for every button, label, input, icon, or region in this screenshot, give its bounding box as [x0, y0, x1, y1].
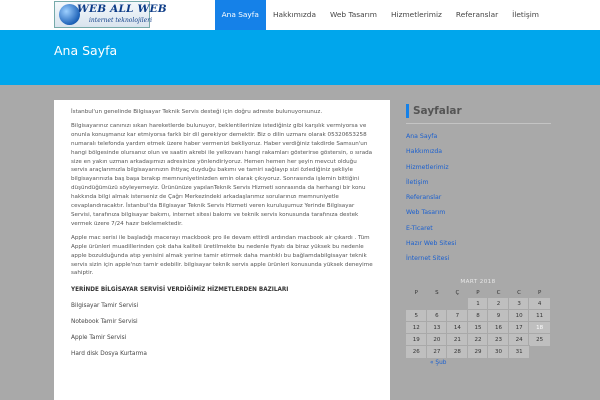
calendar-week-row — [406, 298, 550, 310]
sidebar-link-iletisim[interactable]: İletişim — [406, 178, 429, 186]
service-item: Apple Tamir Servisi — [71, 335, 127, 342]
logo-subtitle: internet teknolojileri — [89, 17, 152, 24]
calendar-day: 26 — [406, 346, 427, 358]
calendar-week-row — [406, 334, 550, 346]
calendar-day: 25 — [529, 334, 550, 346]
calendar-day: 7 — [447, 310, 468, 322]
calendar-day-empty — [447, 298, 468, 310]
main-nav — [215, 0, 546, 30]
sidebar-divider — [406, 123, 551, 124]
calendar-weekdays — [406, 288, 550, 298]
calendar-day: 15 — [468, 322, 489, 334]
calendar-day: 12 — [406, 322, 427, 334]
calendar-day-today: 18 — [529, 322, 550, 334]
weekday-label: P — [537, 290, 542, 296]
calendar-day-empty — [406, 298, 427, 310]
calendar-day: 31 — [509, 346, 530, 358]
body-paragraph: Bilgisayarınız canınızı sıkan hareketlerde bulunuyor, beklentilerinize istediğiniz gibi karşılık vermiyorsa ve onunla konuşmanız kar etmiyorsa farklı bir dil gerekiyor demektir. Biz o dilin uzmanı olarak 05320653258 numaralı telefonda yardım etmek üzere haber vermenizi bekliyoruz. Haber verdiğiniz takdirde Samsun'un hangi bölgesinde olursanız olun ve saatin akrebi ile yelkovanı hangi rakamları gösterirse göstersin, o sırada size en yakın uzman arkadaşımızı adresinize yönlendiriyoruz. Hemen hemen her şeyin mevcut olduğu servis araçlarımızla bilgisayarınızın ihtiyaç duyduğu bakımı ve tamiri sağlayıp sizi özlediğiniz şekliyle bilgisayarınızla baş başa bırakıp memnuniyetinizden emin olarak çıkıyoruz. Sonrasında işlemin bittiğini düşündüğümüzü söyleyemeyiz. Ürününüze yapılanTeknik Servis Hizmeti sonrasında da herhangi bir konu hakkında bilgi almak isterseniz de Çağrı Merkezindeki arkadaşlarımız sorularınızı memnuniyetle cevaplandıracaktır. İstanbul'da Bilgisayar Teknik Servis Hizmeti veren kuruluşumuz Yerinde Bilgisayar Servisi, tarafınıza bilgisayar bakımı, internet sitesi bakımı ve teknik servis konusunda tarafınıza destek vermek üzere 7/24 hazır beklemektedir. — [71, 122, 373, 227]
calendar-day: 23 — [488, 334, 509, 346]
logo-title: WEB ALL WEB — [77, 3, 167, 15]
sidebar-link-internet-sitesi[interactable]: İnternet Sitesi — [406, 255, 450, 263]
calendar-day: 19 — [406, 334, 427, 346]
calendar-day: 4 — [529, 298, 550, 310]
calendar-day-empty — [529, 346, 550, 358]
calendar-day: 1 — [468, 298, 489, 310]
calendar-grid — [406, 298, 550, 358]
sidebar-link-ana-sayfa[interactable]: Ana Sayfa — [406, 133, 438, 140]
calendar-week-row — [406, 322, 550, 334]
apple-paragraph: Apple mac serisi ile başladığı macerayı mackbook pro ile devam ettirdi ardından macbook air çıkardı . Tüm Apple ürünleri muadillerinden çok daha kaliteli üretilmekte bu nedenle fiyatı da biraz yüksek bu nedenle apple bozulduğunda atıp yenisini almak yerine tamir etirmek daha mantıklı bu bağlamdabilgisayar teknik servis sizin için apple'nızı tamir edebilir. bilgisayar teknik servis apple ürünleri konusunda yüksek deneyime sahiptir. — [71, 234, 373, 277]
sidebar-link-hizmetlerimiz[interactable]: Hizmetlerimiz — [406, 163, 449, 171]
weekday-label: S — [435, 290, 439, 296]
calendar-day-empty — [427, 298, 448, 310]
calendar-day: 29 — [468, 346, 489, 358]
calendar-day: 21 — [447, 334, 468, 346]
calendar-day: 28 — [447, 346, 468, 358]
services-heading: YERİNDE BİLGİSAYAR SERVİSİ VERDİĞİMİZ HİZMETLERDEN BAZILARI — [71, 287, 289, 294]
calendar-day: 27 — [427, 346, 448, 358]
calendar-day: 20 — [427, 334, 448, 346]
calendar-day: 30 — [488, 346, 509, 358]
calendar-prev-month-link[interactable]: « Şub — [430, 360, 447, 366]
page-banner — [0, 30, 600, 85]
calendar-widget — [406, 276, 550, 366]
calendar-day: 8 — [468, 310, 489, 322]
calendar-day: 9 — [488, 310, 509, 322]
calendar-day: 13 — [427, 322, 448, 334]
calendar-day: 3 — [509, 298, 530, 310]
main-content — [54, 100, 390, 400]
calendar-day: 6 — [427, 310, 448, 322]
service-item: Bilgisayar Tamir Servisi — [71, 303, 139, 310]
calendar-week-row — [406, 346, 550, 358]
service-item: Notebook Tamir Servisi — [71, 319, 138, 326]
nav-item-referanslar[interactable]: Referanslar — [455, 10, 499, 19]
weekday-label: C — [496, 290, 501, 296]
sidebar-link-referanslar[interactable]: Referanslar — [406, 194, 442, 202]
calendar-day: 14 — [447, 322, 468, 334]
calendar-day: 2 — [488, 298, 509, 310]
calendar-week-row — [406, 310, 550, 322]
weekday-label: P — [414, 290, 418, 296]
nav-item-hizmetlerimiz[interactable]: Hizmetlerimiz — [390, 10, 442, 19]
sidebar-link-e-ticaret[interactable]: E-Ticaret — [406, 224, 433, 232]
weekday-label: Ç — [455, 290, 460, 296]
sidebar-link-hakkimizda[interactable]: Hakkımızda — [406, 148, 443, 156]
calendar-day: 24 — [509, 334, 530, 346]
top-bar — [0, 0, 600, 30]
calendar-day: 10 — [509, 310, 530, 322]
sidebar-title: Sayfalar — [406, 104, 551, 118]
sidebar-links — [406, 129, 551, 267]
nav-item-ana-sayfa[interactable]: Ana Sayfa — [215, 0, 266, 30]
nav-item-web-tasarim[interactable]: Web Tasarım — [330, 10, 377, 19]
weekday-label: C — [517, 290, 522, 296]
calendar-month: MART 2018 — [460, 279, 496, 285]
nav-item-hakkimizda[interactable]: Hakkımızda — [272, 10, 316, 19]
weekday-label: P — [476, 290, 480, 296]
calendar-day: 11 — [529, 310, 550, 322]
calendar-day: 5 — [406, 310, 427, 322]
calendar-day: 22 — [468, 334, 489, 346]
sidebar — [406, 104, 551, 267]
nav-item-iletisim[interactable]: İletişim — [512, 10, 539, 19]
intro-paragraph: İstanbul'un genelinde Bilgisayar Teknik Servis desteği için doğru adreste bulunuyorsunuz. — [71, 109, 323, 115]
site-logo[interactable] — [54, 1, 167, 28]
calendar-day: 17 — [509, 322, 530, 334]
service-item: Hard disk Dosya Kurtarma — [71, 351, 147, 358]
calendar-day: 16 — [488, 322, 509, 334]
sidebar-link-hazir-web-sitesi[interactable]: Hazır Web Sitesi — [406, 240, 457, 248]
page-title: Ana Sayfa — [54, 43, 118, 58]
sidebar-link-web-tasarim[interactable]: Web Tasarım — [406, 209, 446, 217]
